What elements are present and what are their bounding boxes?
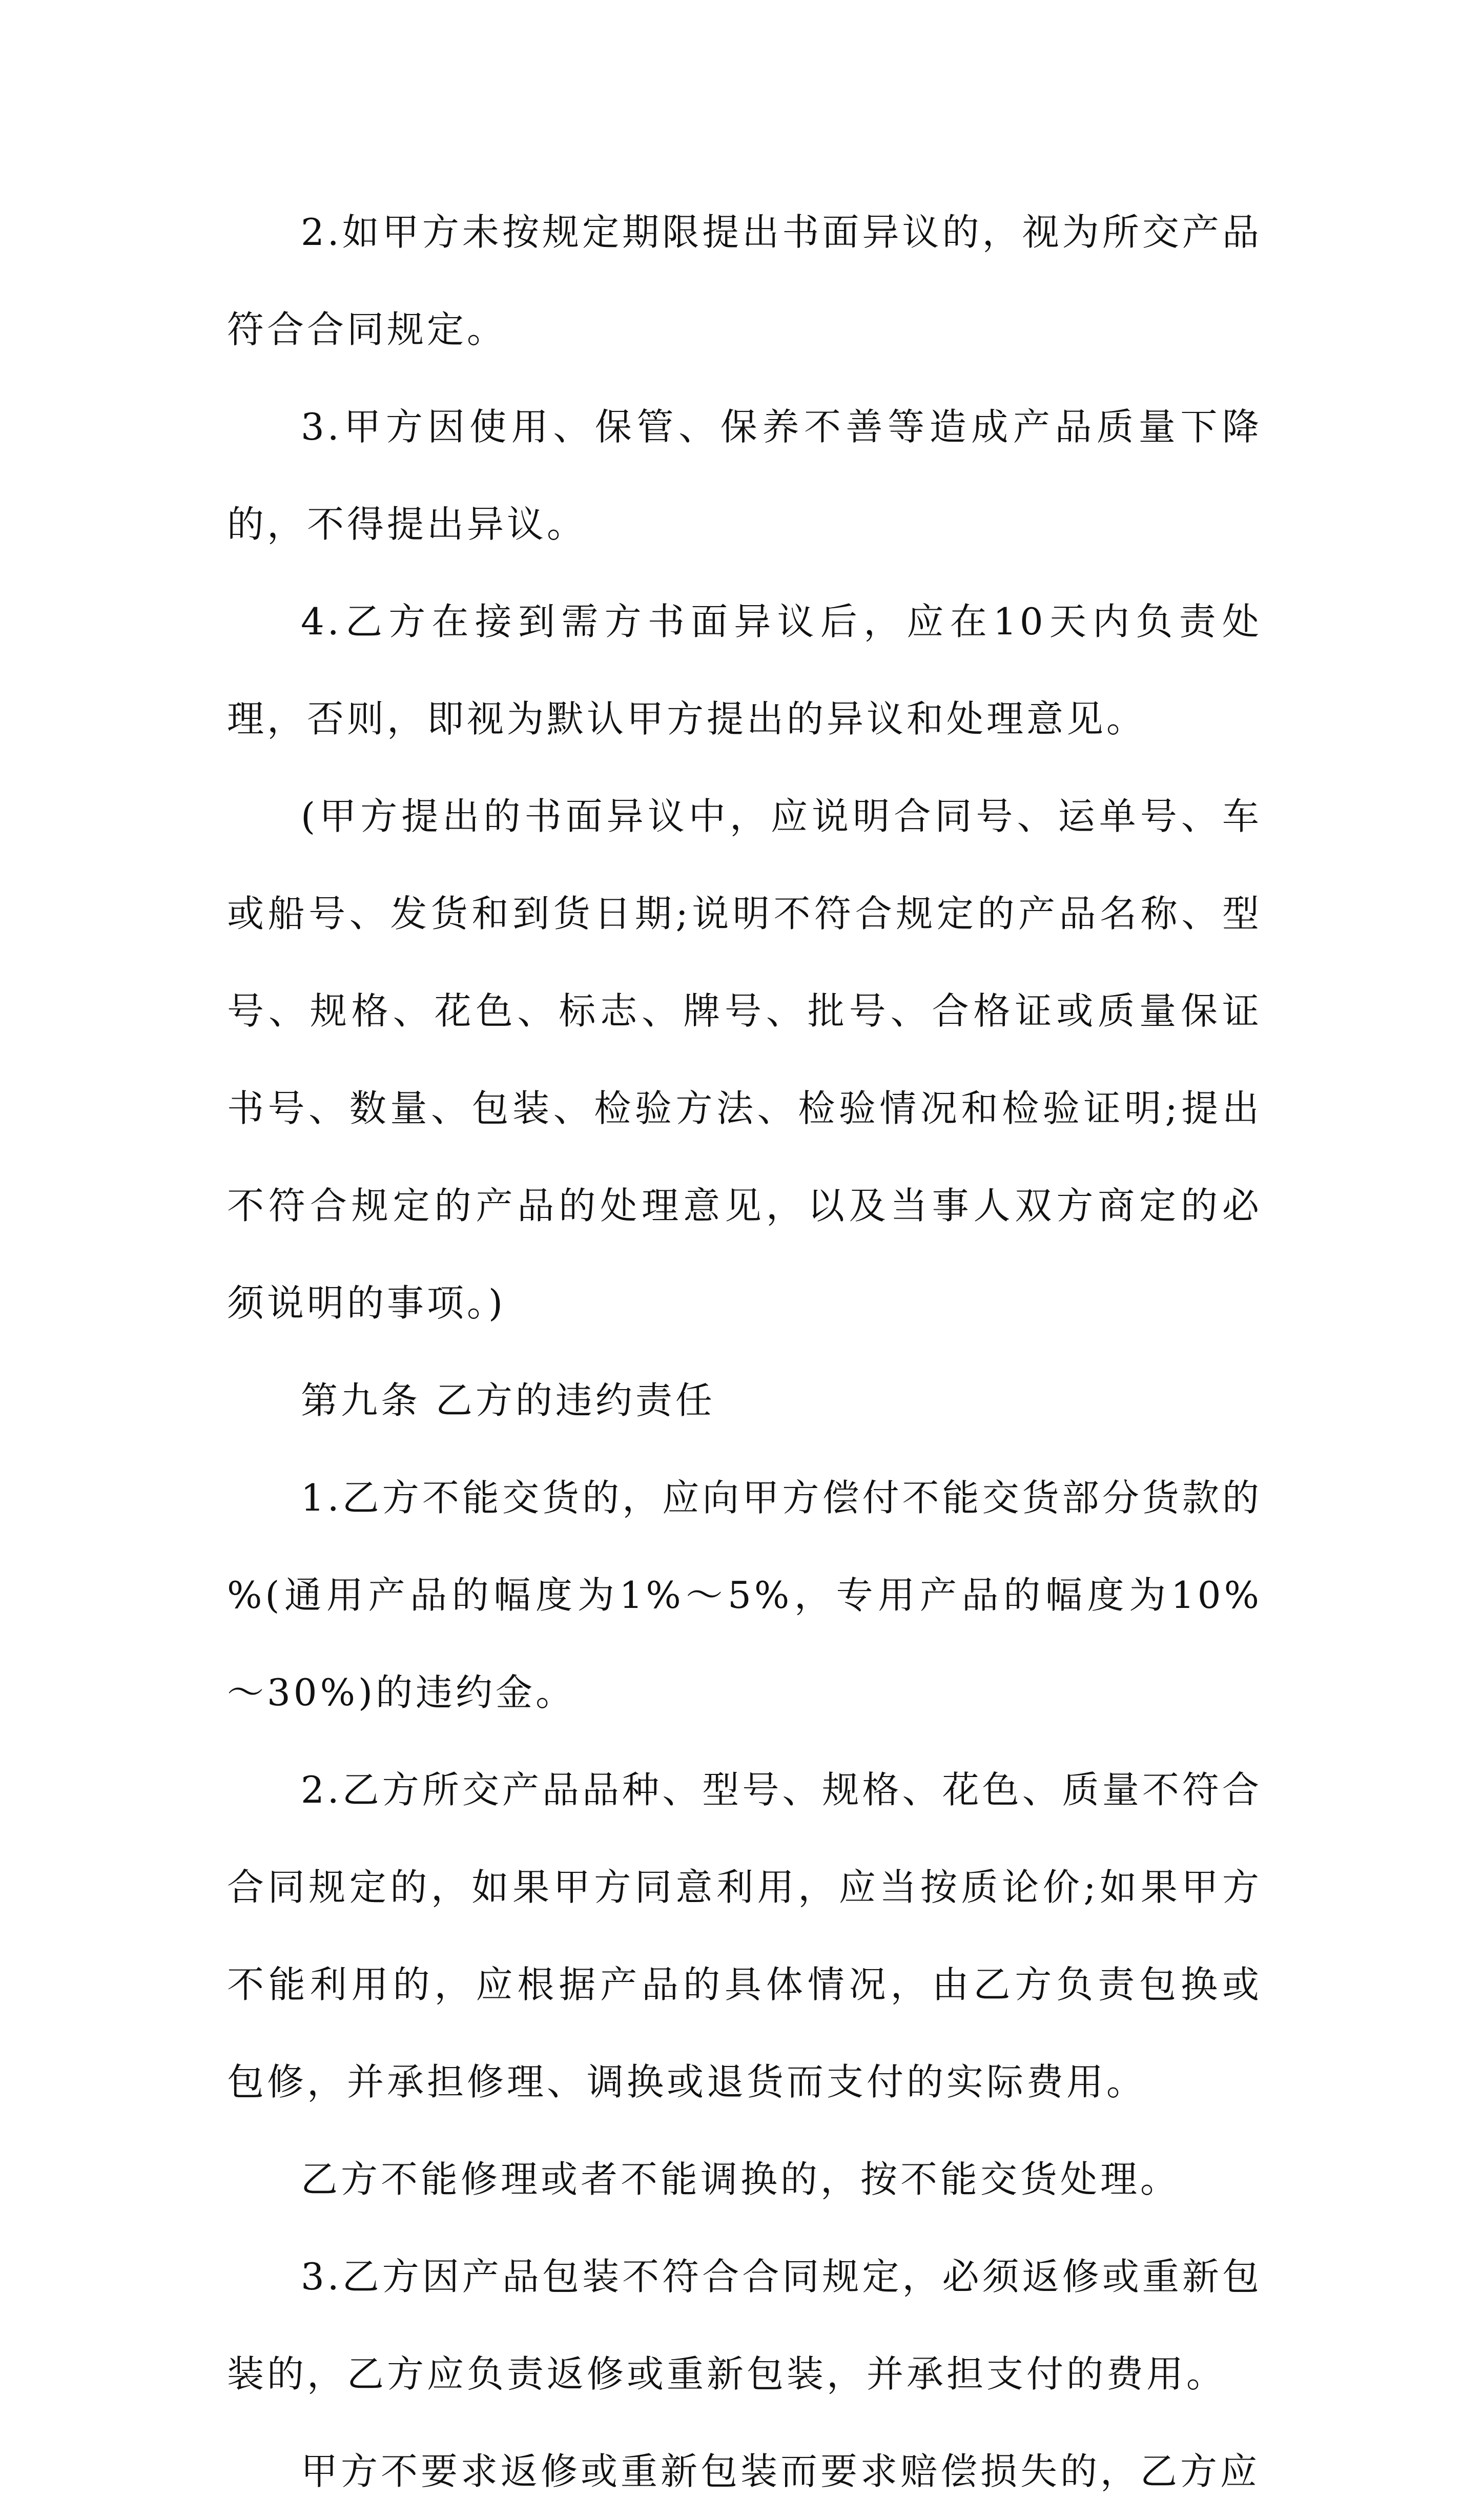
paragraph-liability-2: 2.乙方所交产品品种、型号、规格、花色、质量不符合合同规定的，如果甲方同意利用，应当按质论价;如果甲方不能利用的，应根据产品的具体情况，由乙方负责包换或包修，并承担修理、调换或退货而支付的实际费用。	[227, 1768, 1262, 2103]
paragraph-liability-1: 1.乙方不能交货的，应向甲方偿付不能交货部分货款的 %(通用产品的幅度为1%～5%，专用产品的幅度为10%～30%)的违约金。	[227, 1476, 1262, 1714]
paragraph-liability-3-note: 甲方不要求返修或重新包装而要求赔偿损失的，乙方应	[301, 2450, 1261, 2493]
paragraph-clause-3: 3.甲方因使用、保管、保养不善等造成产品质量下降的，不得提出异议。	[227, 405, 1262, 546]
paragraph-liability-2-note: 乙方不能修理或者不能调换的，按不能交货处理。	[301, 2158, 1181, 2201]
paragraph-objection-note: (甲方提出的书面异议中，应说明合同号、运单号、车或船号、发货和到货日期;说明不符合规定的产品名称、型号、规格、花色、标志、牌号、批号、合格证或质量保证书号、数量、包装、检验方法、检验情况和检验证明;提出不符合规定的产品的处理意见，以及当事人双方商定的必须说明的事项。)	[227, 795, 1262, 1325]
paragraph-clause-4: 4.乙方在接到需方书面异议后，应在10天内负责处理，否则，即视为默认甲方提出的异议和处理意见。	[227, 600, 1262, 740]
document-body	[227, 183, 1262, 2520]
article-heading: 第九条 乙方的违约责任	[301, 1379, 715, 1422]
paragraph-liability-3: 3.乙方因产品包装不符合合同规定，必须返修或重新包装的，乙方应负责返修或重新包装，并承担支付的费用。	[227, 2255, 1262, 2395]
paragraph-clause-2: 2.如甲方未按规定期限提出书面异议的，视为所交产品符合合同规定。	[227, 211, 1262, 351]
